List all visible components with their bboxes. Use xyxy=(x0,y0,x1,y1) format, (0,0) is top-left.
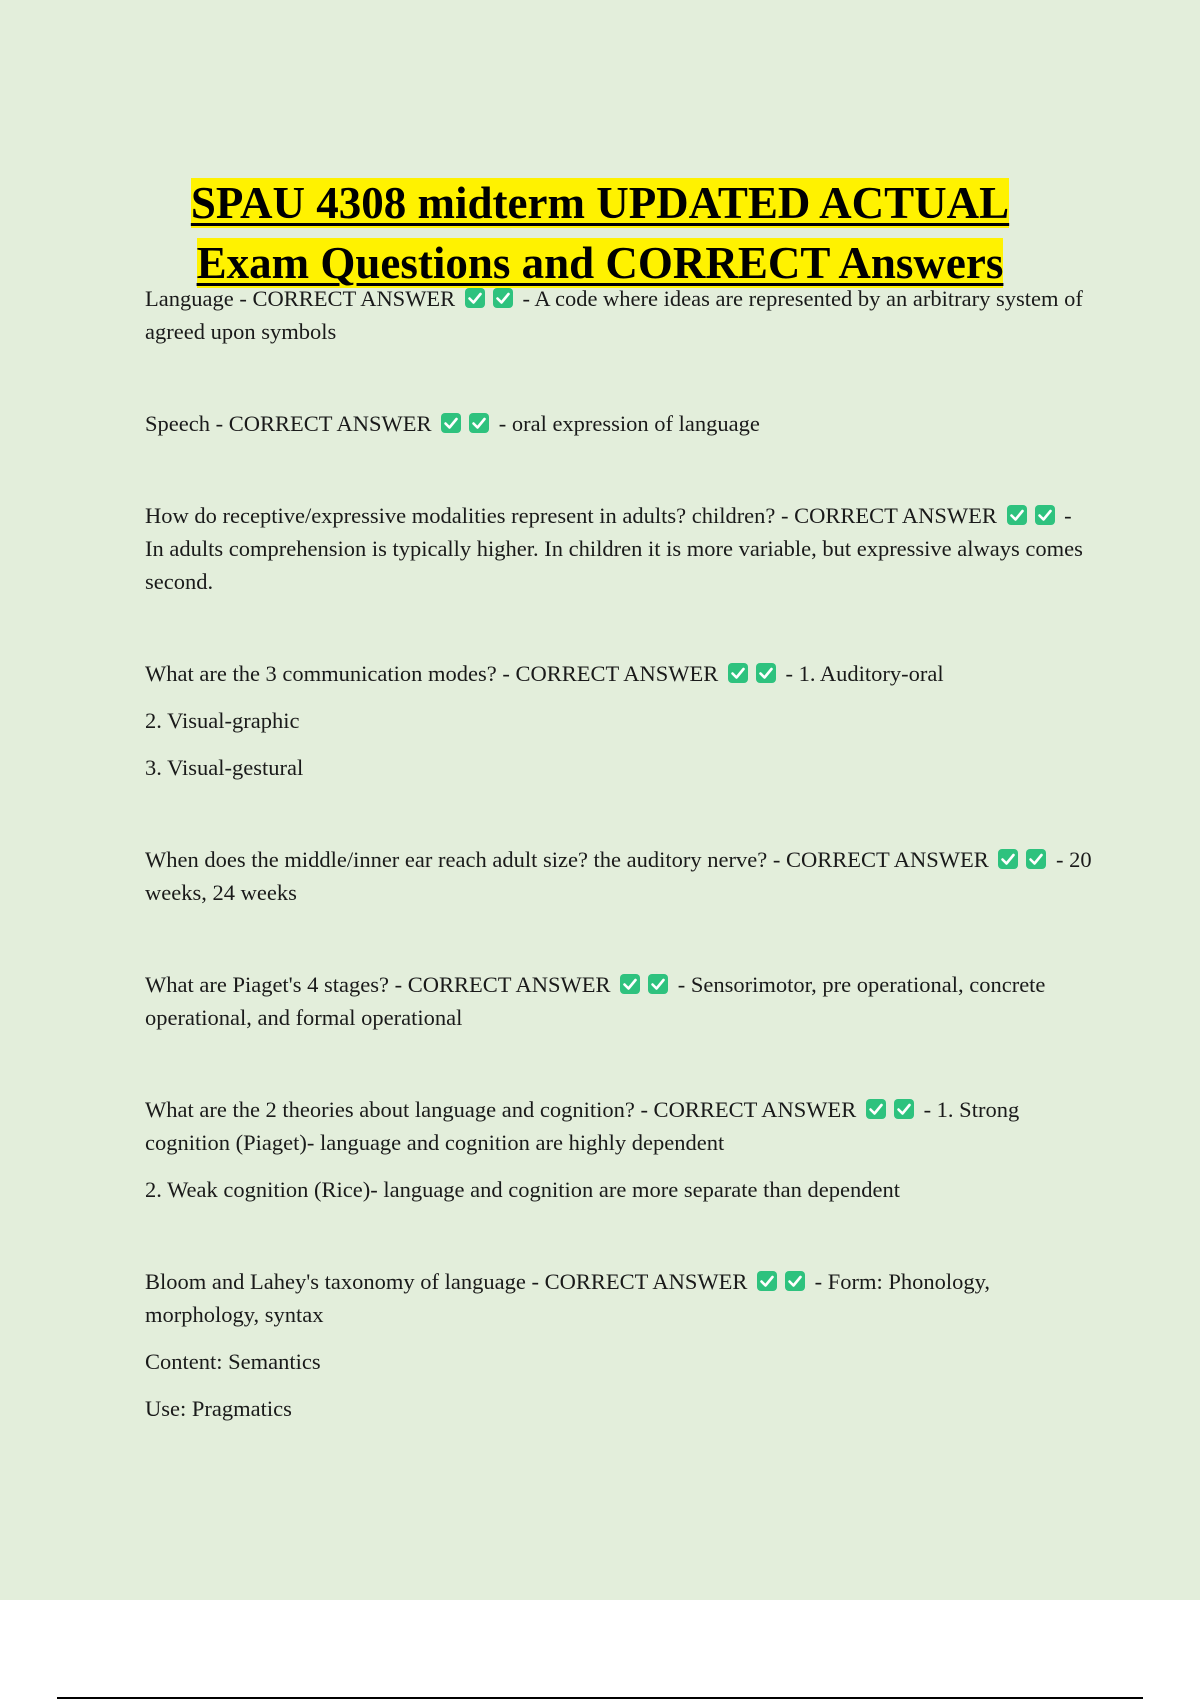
question-text: Language - CORRECT ANSWER xyxy=(145,286,456,311)
qa-text xyxy=(145,657,1095,690)
document-title xyxy=(0,173,1200,293)
question-text: Bloom and Lahey's taxonomy of language - CORRECT ANSWER xyxy=(145,1269,748,1294)
answer-text: - oral expression of language xyxy=(498,411,760,436)
answer-continuation: 2. Weak cognition (Rice)- language and cognition are more separate than dependent xyxy=(145,1177,900,1202)
answer-text: - Form: Phonology, morphology, syntax xyxy=(145,1269,991,1327)
qa-text xyxy=(145,499,1095,598)
check-box-icon xyxy=(1034,504,1056,526)
check-box-icon xyxy=(755,662,777,684)
answer-text: - Sensorimotor, pre operational, concrete operational, and formal operational xyxy=(145,972,1046,1030)
qa-text xyxy=(145,282,1095,348)
qa-text xyxy=(145,843,1095,909)
question-text: How do receptive/expressive modalities represent in adults? children? - CORRECT ANSWER xyxy=(145,503,997,528)
check-box-icon xyxy=(756,1270,778,1292)
check-box-icon xyxy=(464,287,486,309)
check-box-icon xyxy=(1006,504,1028,526)
answer-text: - 20 weeks, 24 weeks xyxy=(145,847,1092,905)
question-text: When does the middle/inner ear reach adult size? the auditory nerve? - CORRECT ANSWER xyxy=(145,847,989,872)
check-box-icon xyxy=(492,287,514,309)
qa-text xyxy=(145,1093,1095,1159)
check-box-icon xyxy=(784,1270,806,1292)
answer-continuation: 2. Visual-graphic xyxy=(145,708,300,733)
qa-text xyxy=(145,968,1095,1034)
answer-text: - 1. Auditory-oral xyxy=(785,661,944,686)
qa-item xyxy=(145,1093,1095,1206)
qa-list xyxy=(145,282,1095,1484)
qa-item xyxy=(145,657,1095,784)
check-box-icon xyxy=(440,412,462,434)
check-box-icon xyxy=(468,412,490,434)
qa-text xyxy=(145,1265,1095,1331)
qa-item xyxy=(145,843,1095,909)
answer-text: - In adults comprehension is typically higher. In children it is more variable, but expressive always comes second. xyxy=(145,503,1083,594)
qa-item xyxy=(145,499,1095,598)
question-text: Speech - CORRECT ANSWER xyxy=(145,411,432,436)
answer-text: - 1. Strong cognition (Piaget)- language and cognition are highly dependent xyxy=(145,1097,1020,1155)
answer-continuation: Content: Semantics xyxy=(145,1349,321,1374)
check-box-icon xyxy=(727,662,749,684)
qa-item xyxy=(145,1265,1095,1425)
qa-item xyxy=(145,968,1095,1034)
check-box-icon xyxy=(647,973,669,995)
question-text: What are Piaget's 4 stages? - CORRECT ANSWER xyxy=(145,972,611,997)
check-box-icon xyxy=(893,1098,915,1120)
answer-text: - A code where ideas are represented by an arbitrary system of agreed upon symbols xyxy=(145,286,1083,344)
qa-item xyxy=(145,407,1095,440)
question-text: What are the 2 theories about language and cognition? - CORRECT ANSWER xyxy=(145,1097,857,1122)
check-box-icon xyxy=(865,1098,887,1120)
question-text: What are the 3 communication modes? - CORRECT ANSWER xyxy=(145,661,719,686)
check-box-icon xyxy=(619,973,641,995)
qa-text xyxy=(145,407,1095,440)
answer-continuation: Use: Pragmatics xyxy=(145,1396,292,1421)
check-box-icon xyxy=(997,848,1019,870)
check-box-icon xyxy=(1025,848,1047,870)
qa-item xyxy=(145,282,1095,348)
footer-divider xyxy=(57,1697,1143,1699)
title-line-2: Exam Questions and CORRECT Answers xyxy=(196,238,1004,289)
title-line-1: SPAU 4308 midterm UPDATED ACTUAL xyxy=(190,178,1010,229)
answer-continuation: 3. Visual-gestural xyxy=(145,755,304,780)
